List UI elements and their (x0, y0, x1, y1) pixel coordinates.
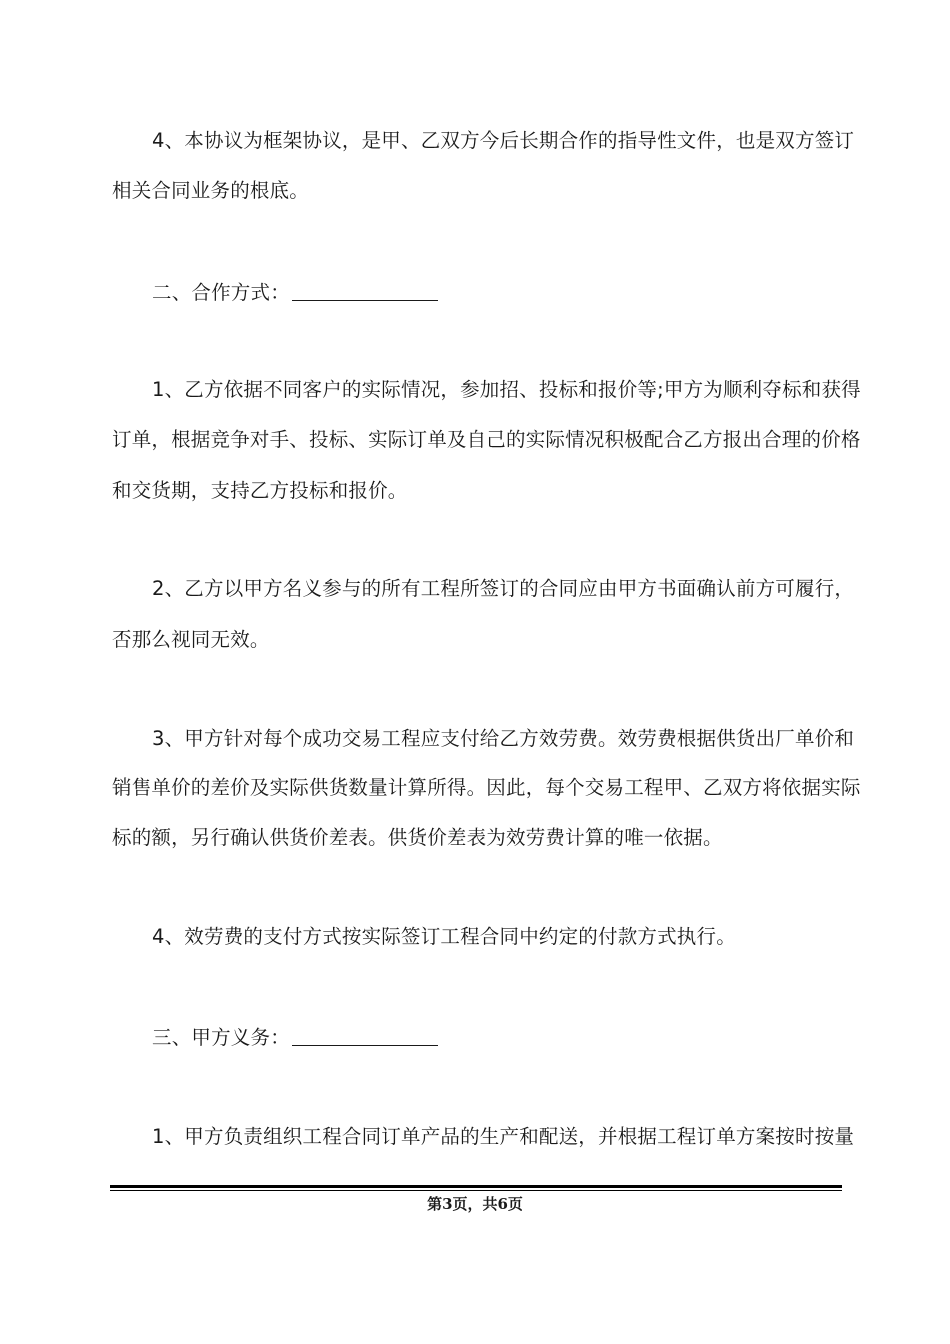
fill-in-blank (292, 280, 438, 301)
paragraph-line: 3、甲方针对每个成功交易工程应支付给乙方效劳费。效劳费根据供货出厂单价和 (152, 727, 855, 750)
section-heading-label: 三、甲方义务： (152, 1026, 290, 1049)
paragraph-line: 4、效劳费的支付方式按实际签订工程合同中约定的付款方式执行。 (152, 925, 736, 948)
paragraph-line: 2、乙方以甲方名义参与的所有工程所签订的合同应由甲方书面确认前方可履行， (152, 577, 855, 600)
footer-divider-thin (110, 1190, 842, 1191)
fill-in-blank (292, 1025, 438, 1046)
paragraph-line: 标的额，另行确认供货价差表。供货价差表为效劳费计算的唯一依据。 (112, 826, 723, 849)
paragraph-line: 4、本协议为框架协议，是甲、乙双方今后长期合作的指导性文件，也是双方签订 (152, 129, 855, 152)
paragraph-line: 相关合同业务的根底。 (112, 179, 310, 202)
paragraph-line: 1、乙方依据不同客户的实际情况，参加招、投标和报价等;甲方为顺利夺标和获得 (152, 378, 861, 401)
page-number: 第3页，共6页 (427, 1195, 523, 1213)
paragraph-line: 和交货期，支持乙方投标和报价。 (112, 479, 408, 502)
paragraph-line: 否那么视同无效。 (112, 628, 270, 651)
paragraph-line: 1、甲方负责组织工程合同订单产品的生产和配送，并根据工程订单方案按时按量 (152, 1125, 855, 1148)
footer-divider-thick (110, 1185, 842, 1188)
section-heading-cooperation (152, 280, 882, 305)
section-heading-label: 二、合作方式： (152, 281, 290, 304)
section-heading-party-a-duties (152, 1025, 882, 1050)
paragraph-line: 销售单价的差价及实际供货数量计算所得。因此，每个交易工程甲、乙双方将依据实际 (112, 776, 861, 799)
paragraph-line: 订单，根据竞争对手、投标、实际订单及自己的实际情况积极配合乙方报出合理的价格 (112, 428, 861, 451)
